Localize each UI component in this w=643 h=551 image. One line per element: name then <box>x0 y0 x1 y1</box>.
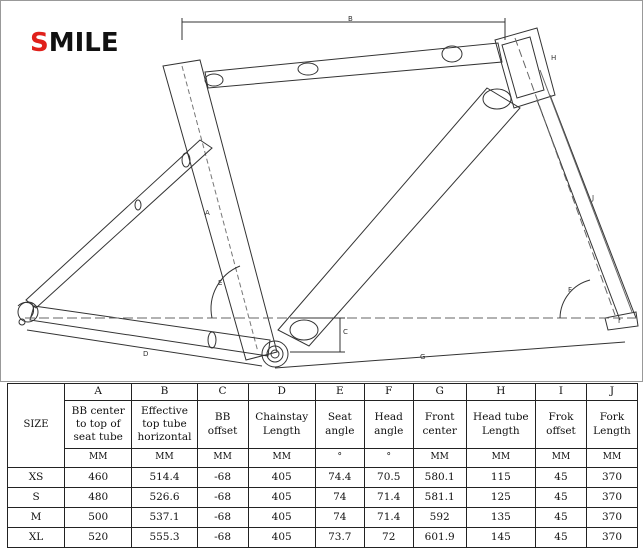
table-cell: 71.4 <box>364 488 413 508</box>
table-cell: 74 <box>315 508 364 528</box>
label-g: G <box>420 353 426 361</box>
col-name: Fork Length <box>586 401 637 449</box>
col-letter: C <box>197 384 248 401</box>
table-cell: -68 <box>197 468 248 488</box>
label-f: F <box>568 286 573 294</box>
col-letter: H <box>466 384 535 401</box>
col-letter: E <box>315 384 364 401</box>
steering-axis <box>515 38 615 315</box>
table-cell: 45 <box>536 508 587 528</box>
table-cell: 520 <box>65 528 132 548</box>
table-cell: 370 <box>586 508 637 528</box>
col-name: Head angle <box>364 401 413 449</box>
col-letter: A <box>65 384 132 401</box>
col-letter: D <box>248 384 315 401</box>
table-cell: 70.5 <box>364 468 413 488</box>
table-cell: 526.6 <box>132 488 197 508</box>
col-name: BB offset <box>197 401 248 449</box>
col-name: Seat angle <box>315 401 364 449</box>
head-angle-arc <box>560 280 590 318</box>
table-cell: 72 <box>364 528 413 548</box>
size-cell: M <box>8 508 65 528</box>
table-header-names <box>8 401 638 449</box>
size-cell: S <box>8 488 65 508</box>
col-name: Chainstay Length <box>248 401 315 449</box>
col-letter: G <box>413 384 466 401</box>
label-e: E <box>218 279 223 287</box>
col-unit: MM <box>413 449 466 468</box>
table-cell: 73.7 <box>315 528 364 548</box>
down-tube <box>278 88 520 346</box>
table-cell: 581.1 <box>413 488 466 508</box>
dimension-b <box>182 15 505 40</box>
col-unit: ° <box>315 449 364 468</box>
dimension-j <box>540 70 632 312</box>
label-a: A <box>205 209 210 217</box>
table-cell: 370 <box>586 488 637 508</box>
table-cell: 514.4 <box>132 468 197 488</box>
table-cell: 480 <box>65 488 132 508</box>
col-unit: MM <box>197 449 248 468</box>
label-b: B <box>348 15 353 23</box>
col-unit: MM <box>466 449 535 468</box>
table-cell: 45 <box>536 528 587 548</box>
table-cell: -68 <box>197 508 248 528</box>
col-letter: I <box>536 384 587 401</box>
size-cell: XL <box>8 528 65 548</box>
rear-dropout <box>18 302 38 325</box>
col-name: BB center to top of seat tube <box>65 401 132 449</box>
col-unit: MM <box>536 449 587 468</box>
table-header-units <box>8 449 638 468</box>
table-cell: 500 <box>65 508 132 528</box>
col-unit: MM <box>132 449 197 468</box>
col-name: Frok offset <box>536 401 587 449</box>
label-d: D <box>143 350 149 358</box>
table-cell: 370 <box>586 468 637 488</box>
size-header: SIZE <box>8 384 65 468</box>
table-cell: 460 <box>65 468 132 488</box>
table-cell: 145 <box>466 528 535 548</box>
table-cell: 405 <box>248 468 315 488</box>
col-letter: F <box>364 384 413 401</box>
col-letter: B <box>132 384 197 401</box>
col-unit: MM <box>65 449 132 468</box>
table-cell: 45 <box>536 488 587 508</box>
table-cell: 405 <box>248 528 315 548</box>
seat-angle-arc <box>211 266 240 318</box>
logo-letter-s: S <box>30 28 49 58</box>
table-cell: 405 <box>248 488 315 508</box>
geometry-table <box>7 383 638 548</box>
table-row <box>8 508 638 528</box>
table-cell: 592 <box>413 508 466 528</box>
fork <box>537 95 638 330</box>
seat-tube <box>163 60 277 360</box>
table-cell: 125 <box>466 488 535 508</box>
table-cell: 45 <box>536 468 587 488</box>
col-unit: ° <box>364 449 413 468</box>
label-c: C <box>343 328 348 336</box>
table-header-letters <box>8 384 638 401</box>
table-cell: 537.1 <box>132 508 197 528</box>
size-cell: XS <box>8 468 65 488</box>
table-cell: 74 <box>315 488 364 508</box>
table-cell: 580.1 <box>413 468 466 488</box>
label-j: J <box>592 194 595 202</box>
table-cell: 601.9 <box>413 528 466 548</box>
col-name: Front center <box>413 401 466 449</box>
seat-stay <box>26 140 212 308</box>
table-row <box>8 528 638 548</box>
table-row <box>8 468 638 488</box>
label-i: I <box>618 317 621 325</box>
label-h: H <box>551 54 557 62</box>
brand-logo <box>30 30 119 56</box>
table-row <box>8 488 638 508</box>
col-name: Head tube Length <box>466 401 535 449</box>
table-cell: -68 <box>197 528 248 548</box>
logo-text: MILE <box>48 28 119 58</box>
top-tube <box>205 43 502 88</box>
dimension-d <box>27 330 262 366</box>
dimension-g <box>275 342 625 368</box>
col-unit: MM <box>586 449 637 468</box>
table-cell: -68 <box>197 488 248 508</box>
table-cell: 405 <box>248 508 315 528</box>
table-cell: 115 <box>466 468 535 488</box>
table-cell: 555.3 <box>132 528 197 548</box>
col-unit: MM <box>248 449 315 468</box>
table-cell: 71.4 <box>364 508 413 528</box>
col-letter: J <box>586 384 637 401</box>
col-name: Effective top tube horizontal <box>132 401 197 449</box>
table-cell: 74.4 <box>315 468 364 488</box>
table-cell: 370 <box>586 528 637 548</box>
table-cell: 135 <box>466 508 535 528</box>
